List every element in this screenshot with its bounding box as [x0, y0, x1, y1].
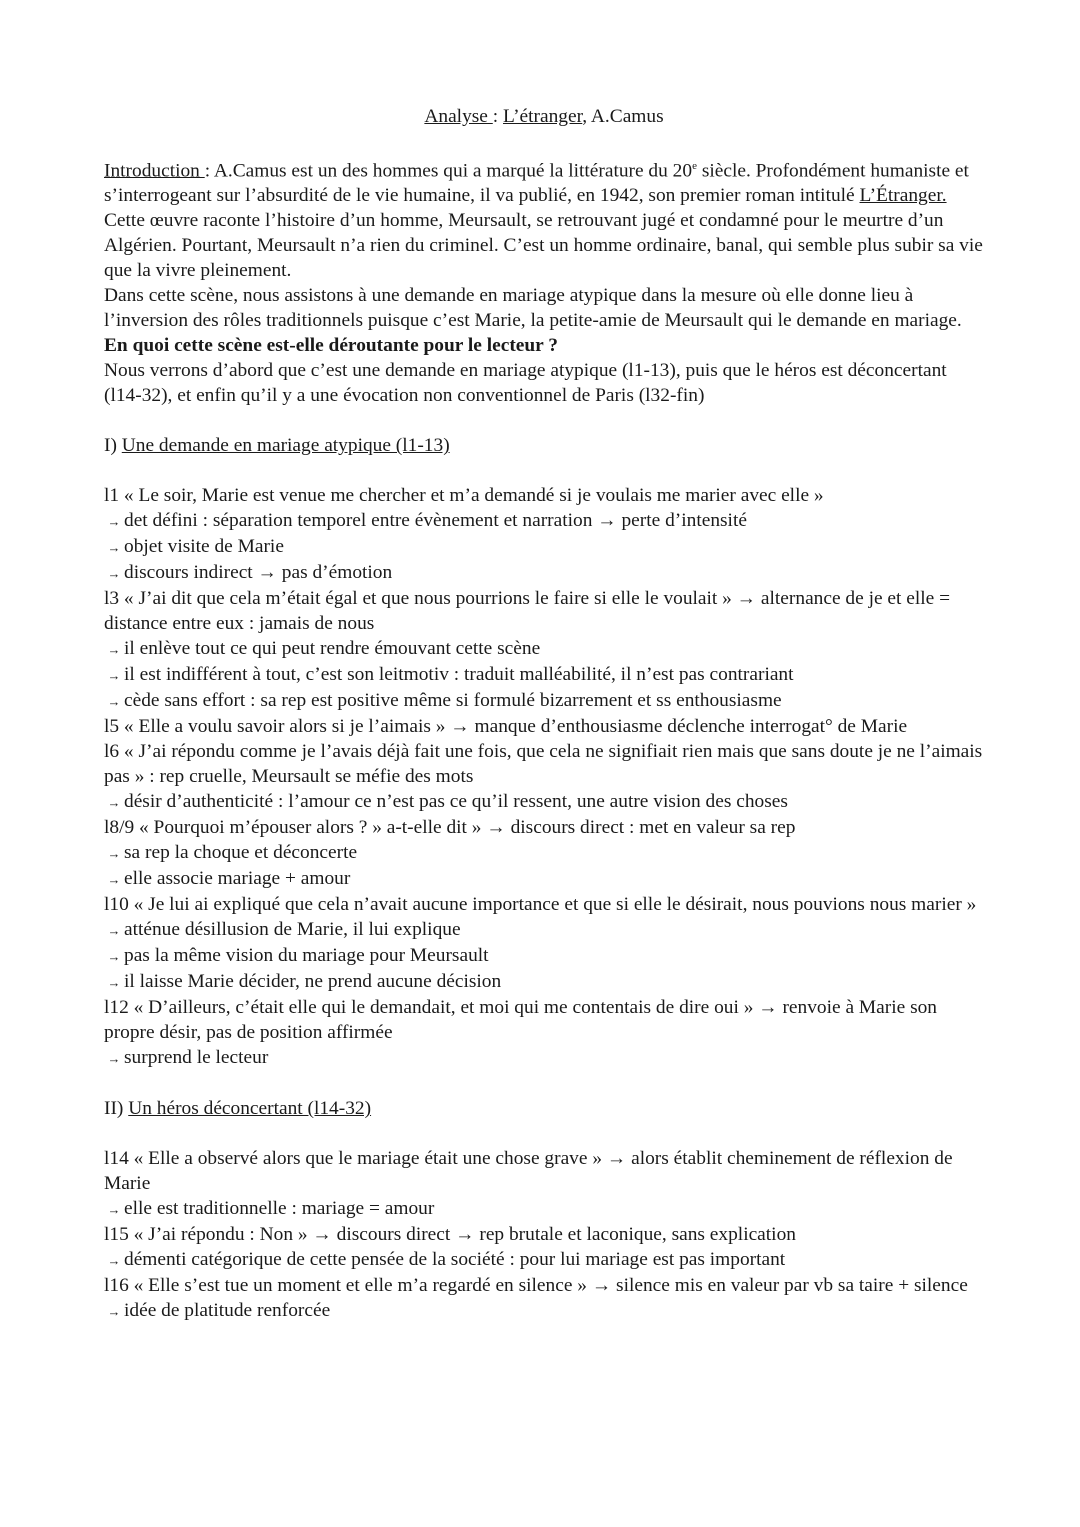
intro-paragraph [104, 154, 984, 283]
note-text: det défini : séparation temporel entre évènement et narration → perte d’intensité [124, 510, 747, 532]
arrow-note-line [104, 688, 984, 714]
arrow-right-icon: → [107, 872, 121, 888]
arrow-right-icon: → [107, 923, 121, 939]
arrow-right-icon: → [107, 566, 121, 582]
note-text: cède sans effort : sa rep est positive même si formulé bizarrement et ss enthousiasme [124, 690, 782, 712]
part2-notes [104, 1146, 984, 1324]
note-text: idée de platitude renforcée [124, 1300, 331, 1322]
note-text: elle est traditionnelle : mariage = amour [124, 1198, 435, 1220]
note-text: il est indifférent à tout, c’est son leitmotiv : traduit malléabilité, il n’est pas contrariant [124, 664, 794, 686]
note-text: l15 « J’ai répondu : Non » → discours direct → rep brutale et laconique, sans explication [104, 1224, 796, 1246]
part2-number: II) [104, 1098, 129, 1120]
arrow-right-icon: → [107, 1304, 121, 1320]
arrow-note-line [104, 969, 984, 995]
intro-text-3: Cette œuvre raconte l’histoire d’un homme, Meursault, se retrouvant jugé et condamné pour le meurtre d’un Algérien. Pourtant, Meursault n’a rien du criminel. C’est un homme ordinaire, banal, qui semble plus subir sa vie que la vivre pleinement. [104, 210, 983, 282]
title-analyse: Analyse [424, 106, 493, 127]
note-text: l10 « Je lui ai expliqué que cela n’avait aucune importance et que si elle le désirait, nous pouvions nous marier » [104, 894, 977, 916]
note-text: l5 « Elle a voulu savoir alors si je l’aimais » → manque d’enthousiasme déclenche interrogat° de Marie [104, 716, 908, 738]
quote-line [104, 892, 984, 917]
arrow-right-icon: → [107, 694, 121, 710]
arrow-right-icon: → [107, 846, 121, 862]
note-text: l1 « Le soir, Marie est venue me chercher et m’a demandé si je voulais me marier avec elle » [104, 485, 824, 507]
part1-notes [104, 483, 984, 1071]
note-text: surprend le lecteur [124, 1047, 269, 1069]
quote-line [104, 483, 984, 508]
part1-title: Une demande en mariage atypique (l1-13) [121, 435, 450, 457]
arrow-note-line [104, 1045, 984, 1071]
quote-line [104, 739, 984, 789]
arrow-right-icon: → [107, 1253, 121, 1269]
intro-text-2: siècle. Profondément humaniste et s’interrogeant sur l’absurdité de le vie humaine, il va publié, en 1942, son premier roman intitulé [104, 160, 969, 207]
quote-line [104, 1222, 984, 1247]
arrow-note-line [104, 508, 984, 534]
arrow-right-icon: → [107, 1202, 121, 1218]
plan-paragraph: Nous verrons d’abord que c’est une demande en mariage atypique (l1-13), puis que le héros est déconcertant (l14-32), et enfin qu’il y a une évocation non conventionnel de Paris (l32-fin) [104, 360, 947, 407]
quote-line [104, 586, 984, 636]
title-work: L’étranger [503, 106, 583, 127]
problematique: En quoi cette scène est-elle déroutante pour le lecteur ? [104, 335, 558, 357]
arrow-right-icon: → [107, 668, 121, 684]
document-title [104, 104, 984, 129]
arrow-right-icon: → [107, 949, 121, 965]
note-text: elle associe mariage + amour [124, 868, 351, 890]
note-text: discours indirect → pas d’émotion [124, 562, 393, 584]
note-text: démenti catégorique de cette pensée de la société : pour lui mariage est pas important [124, 1249, 786, 1271]
document-page [104, 104, 984, 1324]
arrow-note-line [104, 789, 984, 815]
quote-line [104, 1273, 984, 1298]
arrow-note-line [104, 840, 984, 866]
note-text: il laisse Marie décider, ne prend aucune décision [124, 971, 502, 993]
arrow-note-line [104, 1298, 984, 1324]
intro-book-title: L’Étranger. [859, 185, 947, 207]
intro-text-1: : A.Camus est un des hommes qui a marqué la littérature du 20 [204, 160, 693, 182]
arrow-right-icon: → [107, 795, 121, 811]
part2-title: Un héros déconcertant (l14-32) [128, 1098, 372, 1120]
arrow-note-line [104, 917, 984, 943]
note-text: désir d’authenticité : l’amour ce n’est pas ce qu’il ressent, une autre vision des choses [124, 791, 788, 813]
note-text: objet visite de Marie [124, 536, 284, 558]
note-text: l8/9 « Pourquoi m’épouser alors ? » a-t-elle dit » → discours direct : met en valeur sa rep [104, 817, 796, 839]
note-text: atténue désillusion de Marie, il lui explique [124, 919, 461, 941]
quote-line [104, 815, 984, 840]
note-text: l14 « Elle a observé alors que le mariage était une chose grave » → alors établit cheminement de réflexion de Marie [104, 1148, 953, 1195]
quote-line [104, 714, 984, 739]
arrow-right-icon: → [107, 514, 121, 530]
note-text: l6 « J’ai répondu comme je l’avais déjà fait une fois, que cela ne signifiait rien mais que sans doute je ne l’aimais pas » : rep cruelle, Meursault se méfie des mots [104, 741, 983, 788]
intro-superscript: e [692, 160, 697, 172]
arrow-note-line [104, 1196, 984, 1222]
arrow-note-line [104, 560, 984, 586]
quote-line [104, 995, 984, 1045]
note-text: il enlève tout ce qui peut rendre émouvant cette scène [124, 638, 541, 660]
arrow-right-icon: → [107, 540, 121, 556]
note-text: sa rep la choque et déconcerte [124, 842, 358, 864]
note-text: l12 « D’ailleurs, c’était elle qui le demandait, et moi qui me contentais de dire oui » → renvoie à Marie son propre désir, pas de position affirmée [104, 997, 938, 1044]
arrow-note-line [104, 636, 984, 662]
arrow-note-line [104, 662, 984, 688]
arrow-note-line [104, 866, 984, 892]
arrow-note-line [104, 943, 984, 969]
arrow-note-line [104, 1247, 984, 1273]
quote-line [104, 1146, 984, 1196]
intro-label: Introduction [104, 160, 205, 182]
note-text: pas la même vision du mariage pour Meursault [124, 945, 489, 967]
note-text: l3 « J’ai dit que cela m’était égal et que nous pourrions le faire si elle le voulait » → alternance de je et elle = distance entre eux : jamais de nous [104, 588, 951, 635]
title-separator: : [492, 106, 504, 127]
note-text: l16 « Elle s’est tue un moment et elle m’a regardé en silence » → silence mis en valeur par vb sa taire + silence [104, 1275, 968, 1297]
arrow-right-icon: → [107, 642, 121, 658]
title-author: , A.Camus [582, 106, 664, 127]
part2-heading [104, 1096, 984, 1121]
part1-heading [104, 433, 984, 458]
arrow-right-icon: → [107, 1051, 121, 1067]
arrow-note-line [104, 534, 984, 560]
intro-paragraph-2: Dans cette scène, nous assistons à une demande en mariage atypique dans la mesure où elle donne lieu à l’inversion des rôles traditionnels puisque c’est Marie, la petite-amie de Meursault qui le demande en mariage. [104, 285, 962, 332]
arrow-right-icon: → [107, 975, 121, 991]
part1-number: I) [104, 435, 122, 457]
